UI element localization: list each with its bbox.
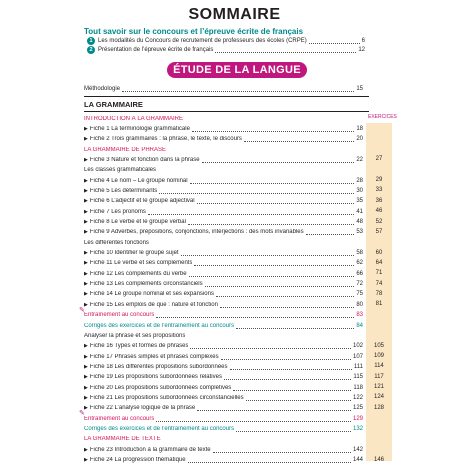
toc-entry[interactable] — [84, 259, 363, 268]
bullet-arrow-icon: ▶ — [84, 343, 88, 350]
exercices-page-number[interactable]: 128 — [373, 404, 384, 411]
page-number: 80 — [356, 301, 363, 308]
number-badge-icon: 1 — [87, 37, 95, 45]
bullet-arrow-icon: ▶ — [84, 457, 88, 464]
number-badge-icon: 2 — [87, 46, 95, 54]
bullet-arrow-icon: ▶ — [84, 229, 88, 236]
toc-entry[interactable] — [84, 373, 363, 382]
entry-label: Fiche 8 Le verbe et le groupe verbal — [89, 219, 186, 225]
toc-entry[interactable] — [84, 456, 363, 465]
exercices-page-number[interactable]: 71 — [375, 270, 383, 277]
leader-dots — [197, 198, 355, 204]
entry-label: Fiche 3 Nature et fonction dans la phrase — [89, 156, 200, 163]
exercices-page-number[interactable]: 36 — [375, 197, 383, 204]
methodologie-entry[interactable] — [84, 84, 363, 93]
leader-dots — [189, 271, 355, 277]
exercices-page-number[interactable]: 52 — [375, 218, 383, 225]
entry-label: Fiche 13 Les compléments circonstanciels — [89, 281, 203, 288]
entry-label: Corrigés des exercices et de l’entraînement au concours — [84, 426, 235, 432]
page-number: 118 — [353, 384, 363, 391]
toc-entry[interactable] — [84, 207, 363, 216]
page-number: 66 — [356, 270, 363, 277]
intro-item-label: Les modalités du Concours de recrutement de professeurs des écoles (CRPE) — [98, 37, 307, 44]
toc-entry[interactable] — [84, 362, 363, 371]
page-number: 62 — [356, 260, 363, 267]
page-number: 115 — [353, 374, 363, 381]
entry-label: Fiche 12 Les compléments du verbe — [89, 270, 187, 277]
entry-label: Fiche 5 Les déterminants — [89, 187, 158, 194]
page-number: 125 — [352, 405, 363, 412]
exercices-page-number[interactable]: 64 — [375, 259, 383, 266]
entry-label: Les différentes fonctions — [84, 239, 149, 246]
entry-label: Fiche 7 Les pronoms — [89, 208, 146, 215]
entry-label: Analyser la phrase et ses propositions — [84, 332, 186, 339]
toc-entry[interactable] — [84, 269, 363, 278]
entry-label: Fiche 22 L’analyse logique de la phrase — [89, 405, 196, 412]
leader-dots — [156, 416, 351, 422]
entry-label: Fiche 15 Les emplois de que : nature et fonction — [89, 301, 218, 308]
entry-label: Fiche 9 Adverbes, prépositions, conjonctions, interjections : des mots invariables — [89, 229, 304, 236]
toc-heading — [84, 145, 363, 154]
page-number: 75 — [356, 291, 363, 298]
pencil-icon: ✎ — [79, 306, 85, 314]
exercices-page-number[interactable]: 33 — [375, 187, 383, 194]
exercices-page-number[interactable]: 105 — [373, 342, 384, 349]
toc-heading[interactable] — [84, 321, 363, 330]
leader-dots — [230, 364, 352, 370]
bullet-arrow-icon: ▶ — [84, 260, 88, 267]
toc-heading[interactable] — [84, 311, 363, 320]
page-number: 48 — [356, 219, 363, 225]
toc-entry[interactable] — [84, 383, 363, 392]
page-number: 30 — [356, 187, 363, 194]
exercices-header: EXERCICES — [368, 114, 397, 120]
entry-label: LA GRAMMAIRE DE PHRASE — [84, 146, 167, 153]
leader-dots — [236, 426, 351, 432]
page-number: 22 — [356, 156, 363, 163]
leader-dots — [156, 312, 354, 318]
leader-dots — [122, 86, 354, 92]
bullet-arrow-icon: ▶ — [84, 177, 88, 184]
leader-dots — [202, 157, 355, 163]
toc-heading — [84, 435, 363, 444]
entry-label: Corrigés des exercices et de l’entraînement au concours — [84, 322, 235, 329]
entry-label: Les classes grammaticales — [84, 167, 157, 174]
subsection-heading — [84, 166, 363, 175]
leader-dots — [233, 385, 351, 391]
toc-entry[interactable] — [84, 186, 363, 195]
page-number: 142 — [352, 446, 363, 453]
bullet-arrow-icon: ▶ — [84, 219, 88, 225]
entry-label: Fiche 4 Le nom – Le groupe nominal — [89, 177, 188, 184]
exercices-page-number[interactable]: 114 — [374, 363, 384, 370]
leader-dots — [194, 260, 354, 266]
subsection-heading — [84, 331, 363, 340]
leader-dots — [205, 281, 355, 287]
page-number: 15 — [356, 85, 363, 92]
entry-label: Fiche 20 Les propositions subordonnées complétives — [89, 384, 232, 391]
page-number: 132 — [352, 426, 363, 432]
page-number: 129 — [352, 415, 363, 422]
intro-item-label: Présentation de l’épreuve écrite de français — [98, 46, 214, 53]
toc-entry[interactable] — [84, 300, 363, 309]
entry-label: Fiche 10 Identifier le groupe sujet — [89, 250, 179, 257]
bullet-arrow-icon: ▶ — [84, 250, 88, 257]
intro-item[interactable] — [87, 45, 365, 54]
exercices-page-number[interactable]: 109 — [373, 353, 384, 360]
section-banner: ÉTUDE DE LA LANGUE — [167, 62, 307, 78]
leader-dots — [190, 343, 351, 349]
leader-dots — [190, 178, 355, 184]
leader-dots — [220, 302, 354, 308]
page-number: 35 — [356, 198, 363, 205]
entry-label: Fiche 21 Les propositions subordonnées circonstancielles — [89, 394, 244, 401]
entry-label: Fiche 2 Trois grammaires : la phrase, le texte, le discours — [89, 136, 242, 143]
page-number: 20 — [356, 136, 363, 143]
toc-entry[interactable] — [84, 290, 363, 299]
page-number: 18 — [356, 125, 363, 132]
bullet-arrow-icon: ▶ — [84, 136, 88, 143]
leader-dots — [306, 229, 355, 235]
toc-entry[interactable] — [84, 393, 363, 402]
bullet-arrow-icon: ▶ — [84, 374, 88, 381]
bullet-arrow-icon: ▶ — [84, 187, 88, 194]
exercices-page-number[interactable]: 46 — [375, 208, 383, 215]
leader-dots — [309, 38, 360, 44]
toc-entry[interactable] — [84, 176, 363, 185]
entry-label: Fiche 6 L’adjectif et le groupe adjectival — [89, 198, 195, 205]
toc-entry[interactable] — [84, 342, 363, 351]
bullet-arrow-icon: ▶ — [84, 301, 88, 308]
entry-label: Entraînement au concours — [84, 312, 155, 319]
entry-label: Fiche 19 Les propositions subordonnées relatives — [89, 374, 222, 381]
page-number: 53 — [356, 229, 363, 236]
page-number: 122 — [352, 394, 363, 401]
bullet-arrow-icon: ▶ — [84, 384, 88, 391]
leader-dots — [236, 323, 354, 329]
toc-heading — [84, 114, 363, 123]
page-number: 102 — [352, 343, 363, 350]
exercices-page-number[interactable]: 117 — [374, 373, 384, 380]
entry-label: Fiche 23 Introduction à la grammaire de texte — [89, 446, 211, 453]
toc-heading[interactable] — [84, 425, 363, 434]
subsection-heading — [84, 238, 363, 247]
page-number: 41 — [356, 208, 363, 215]
toc-entry[interactable] — [84, 228, 363, 237]
page-number: 107 — [352, 353, 363, 360]
divider — [84, 96, 369, 97]
toc-entry[interactable] — [84, 280, 363, 289]
bullet-arrow-icon: ▶ — [84, 208, 88, 215]
entry-label: INTRODUCTION À LA GRAMMAIRE — [84, 115, 184, 122]
leader-dots — [188, 219, 354, 225]
exercices-page-number[interactable]: 60 — [375, 249, 383, 256]
page-number: 144 — [352, 457, 363, 464]
exercices-page-number[interactable]: 146 — [373, 456, 384, 463]
intro-item[interactable] — [87, 36, 365, 45]
toc-entry[interactable] — [84, 135, 363, 144]
entry-label: Fiche 18 Les différentes propositions subordonnées — [89, 363, 228, 370]
page-title: SOMMAIRE — [188, 6, 281, 23]
bullet-arrow-icon: ▶ — [84, 394, 88, 401]
page-number: 28 — [356, 177, 363, 184]
toc-entry[interactable] — [84, 352, 363, 361]
entry-label: Fiche 17 Phrases simples et phrases complexes — [89, 353, 219, 360]
entry-label: Fiche 24 La progression thématique — [89, 457, 186, 464]
leader-dots — [221, 354, 351, 360]
exercices-page-number[interactable]: 78 — [375, 290, 383, 297]
leader-dots — [188, 457, 351, 463]
bullet-arrow-icon: ▶ — [84, 353, 88, 360]
leader-dots — [192, 126, 354, 132]
bullet-arrow-icon: ▶ — [84, 156, 88, 163]
leader-dots — [215, 47, 356, 53]
toc-entry[interactable] — [84, 445, 363, 454]
bullet-arrow-icon: ▶ — [84, 270, 88, 277]
toc-entry[interactable] — [84, 249, 363, 258]
bullet-arrow-icon: ▶ — [84, 446, 88, 453]
page-number: 6 — [361, 37, 365, 44]
entry-label: Fiche 16 Types et formes de phrases — [89, 343, 189, 350]
leader-dots — [159, 188, 354, 194]
toc-entry[interactable] — [84, 218, 363, 227]
toc-entry[interactable] — [84, 404, 363, 413]
toc-entry[interactable] — [84, 155, 363, 164]
section-title: LA GRAMMAIRE — [84, 100, 143, 109]
page-number: 58 — [356, 250, 363, 257]
methodologie-label: Méthodologie — [84, 85, 121, 92]
page-number: 84 — [356, 322, 363, 329]
toc-heading[interactable] — [84, 414, 363, 423]
page-number: 111 — [353, 363, 363, 370]
exercices-page-number[interactable]: 29 — [375, 177, 383, 184]
entry-label: Entraînement au concours — [84, 415, 155, 422]
toc-entry[interactable] — [84, 124, 363, 133]
page-number: 72 — [356, 281, 363, 288]
page-number: 83 — [356, 312, 363, 319]
leader-dots — [244, 136, 354, 142]
pencil-icon: ✎ — [79, 410, 85, 418]
intro-heading: Tout savoir sur le concours et l’épreuve écrite de français — [84, 27, 304, 36]
bullet-arrow-icon: ▶ — [84, 291, 88, 298]
entry-label: Fiche 11 Le verbe et ses compléments — [89, 260, 193, 267]
bullet-arrow-icon: ▶ — [84, 125, 88, 132]
leader-dots — [213, 447, 351, 453]
page-number: 12 — [358, 46, 365, 53]
leader-dots — [216, 291, 354, 297]
divider — [84, 111, 369, 112]
exercices-page-number[interactable]: 124 — [373, 394, 384, 401]
entry-label: Fiche 1 La terminologie grammaticale — [89, 125, 190, 132]
exercices-page-number[interactable]: 57 — [375, 228, 383, 235]
leader-dots — [224, 374, 351, 380]
bullet-arrow-icon: ▶ — [84, 363, 88, 370]
leader-dots — [148, 209, 354, 215]
exercices-page-number[interactable]: 74 — [375, 280, 383, 287]
leader-dots — [181, 250, 355, 256]
exercices-page-number[interactable]: 121 — [373, 384, 384, 391]
leader-dots — [246, 395, 351, 401]
toc-entry[interactable] — [84, 197, 363, 206]
entry-label: Fiche 14 Le groupe nominal et ses expansions — [89, 291, 214, 298]
entry-label: LA GRAMMAIRE DE TEXTE — [84, 436, 161, 443]
bullet-arrow-icon: ▶ — [84, 198, 88, 205]
exercices-page-number[interactable]: 81 — [375, 301, 383, 308]
exercices-page-number[interactable]: 27 — [375, 156, 383, 163]
bullet-arrow-icon: ▶ — [84, 405, 88, 412]
bullet-arrow-icon: ▶ — [84, 281, 88, 288]
leader-dots — [197, 405, 351, 411]
